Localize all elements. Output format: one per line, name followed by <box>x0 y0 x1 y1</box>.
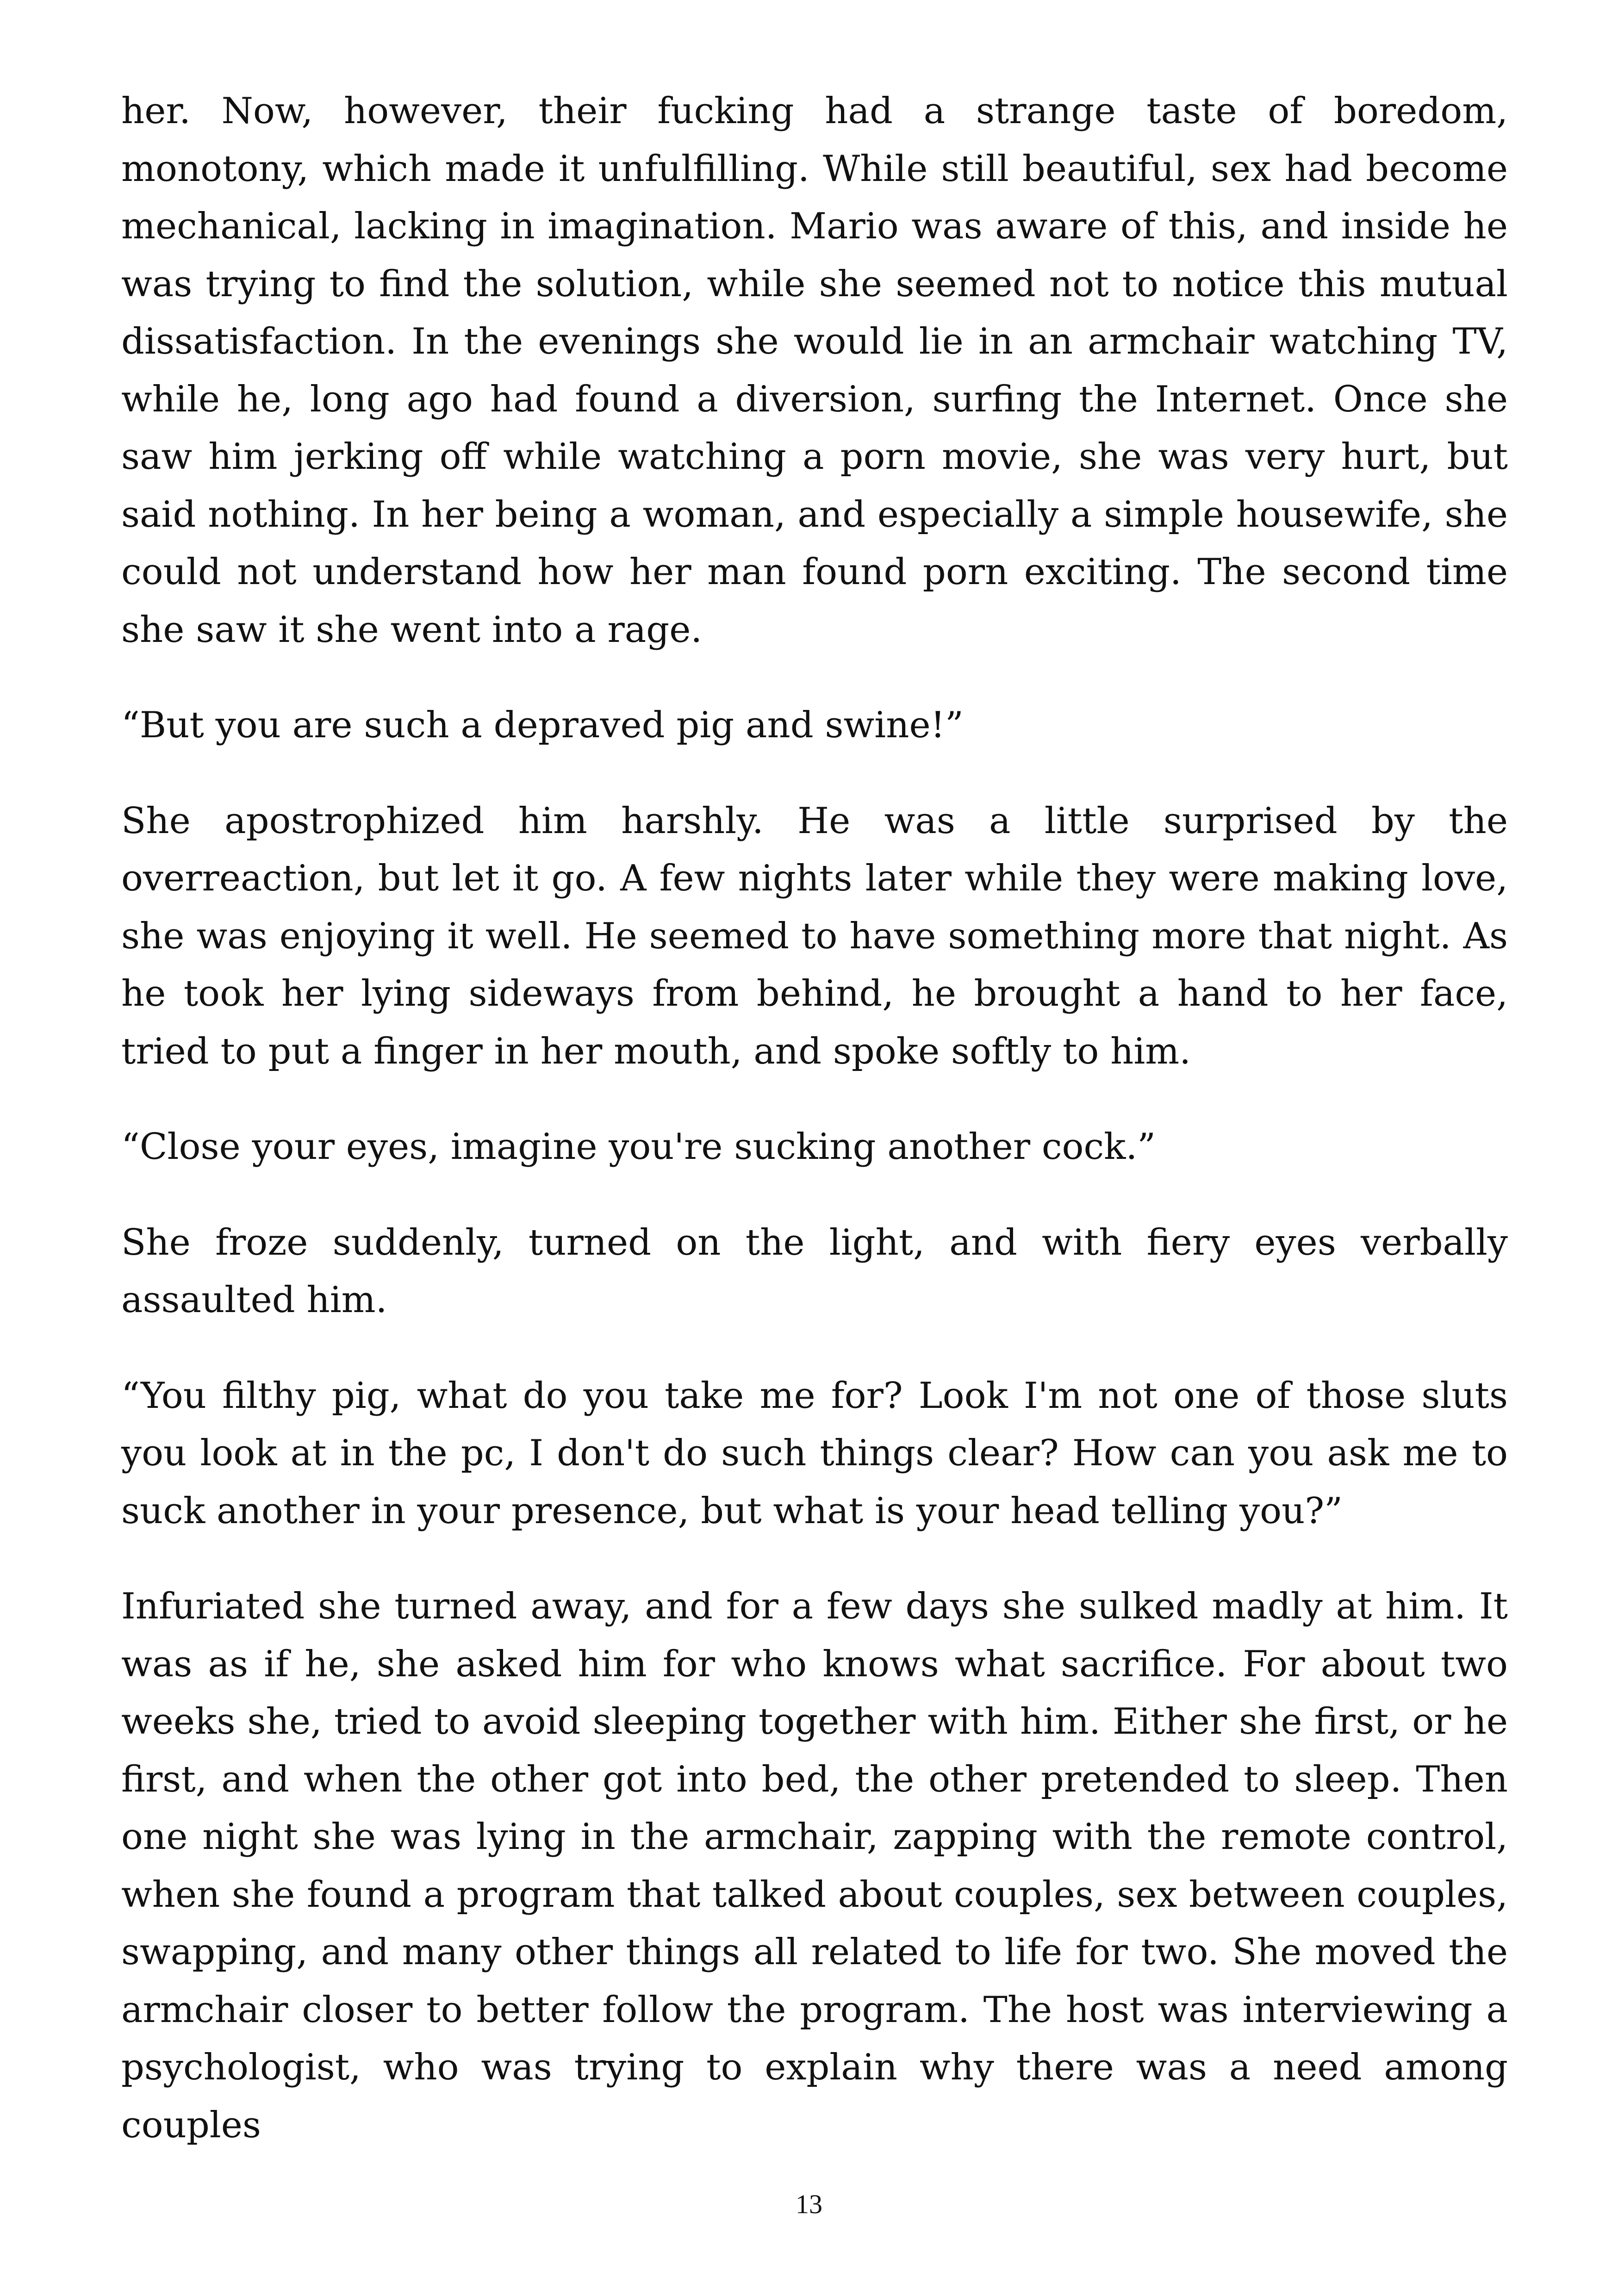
paragraph-3: She apostrophized him harshly. He was a little surprised by the overreaction, but let it go. A few nights later while they were making love, she was enjoying it well. He seemed to have something more that night. As he took her lying sideways from behind, he brought a hand to her face, tried to put a finger in her mouth, and spoke softly to him. <box>121 800 1508 1072</box>
paragraph-1: her. Now, however, their fucking had a strange taste of boredom, monotony, which made it unfulfilling. While still beautiful, sex had become mechanical, lacking in imagination. Mario was aware of this, and inside he was trying to find the solution, while she seemed not to notice this mutual dissatisfaction. In the evenings she would lie in an armchair watching TV, while he, long ago had found a diversion, surfing the Internet. Once she saw him jerking off while watching a porn movie, she was very hurt, but said nothing. In her being a woman, and especially a simple housewife, she could not understand how her man found porn exciting. The second time she saw it she went into a rage. <box>121 90 1508 651</box>
paragraph-4: “Close your eyes, imagine you're sucking another cock.” <box>121 1126 1156 1168</box>
paragraph-7: Infuriated she turned away, and for a few days she sulked madly at him. It was as if he, she asked him for who knows what sacrifice. For about two weeks she, tried to avoid sleeping together with him. Either she first, or he first, and when the other got into bed, the other pretended to sleep. Then one night she was lying in the armchair, zapping with the remote control, when she found a program that talked about couples, sex between couples, swapping, and many other things all related to life for two. She moved the armchair closer to better follow the program. The host was interviewing a psychologist, who was trying to explain why there was a need among couples <box>121 1586 1508 2146</box>
paragraph-5: She froze suddenly, turned on the light, and with fiery eyes verbally assaulted him. <box>121 1221 1508 1321</box>
paragraph-2: “But you are such a depraved pig and swine!” <box>121 704 964 746</box>
paragraph-6: “You filthy pig, what do you take me for? Look I'm not one of those sluts you look at in the pc, I don't do such things clear? How can you ask me to suck another in your presence, but what is your head telling you?” <box>121 1375 1508 1532</box>
page-number: 13 <box>796 2189 822 2219</box>
body-text <box>121 82 1508 2192</box>
